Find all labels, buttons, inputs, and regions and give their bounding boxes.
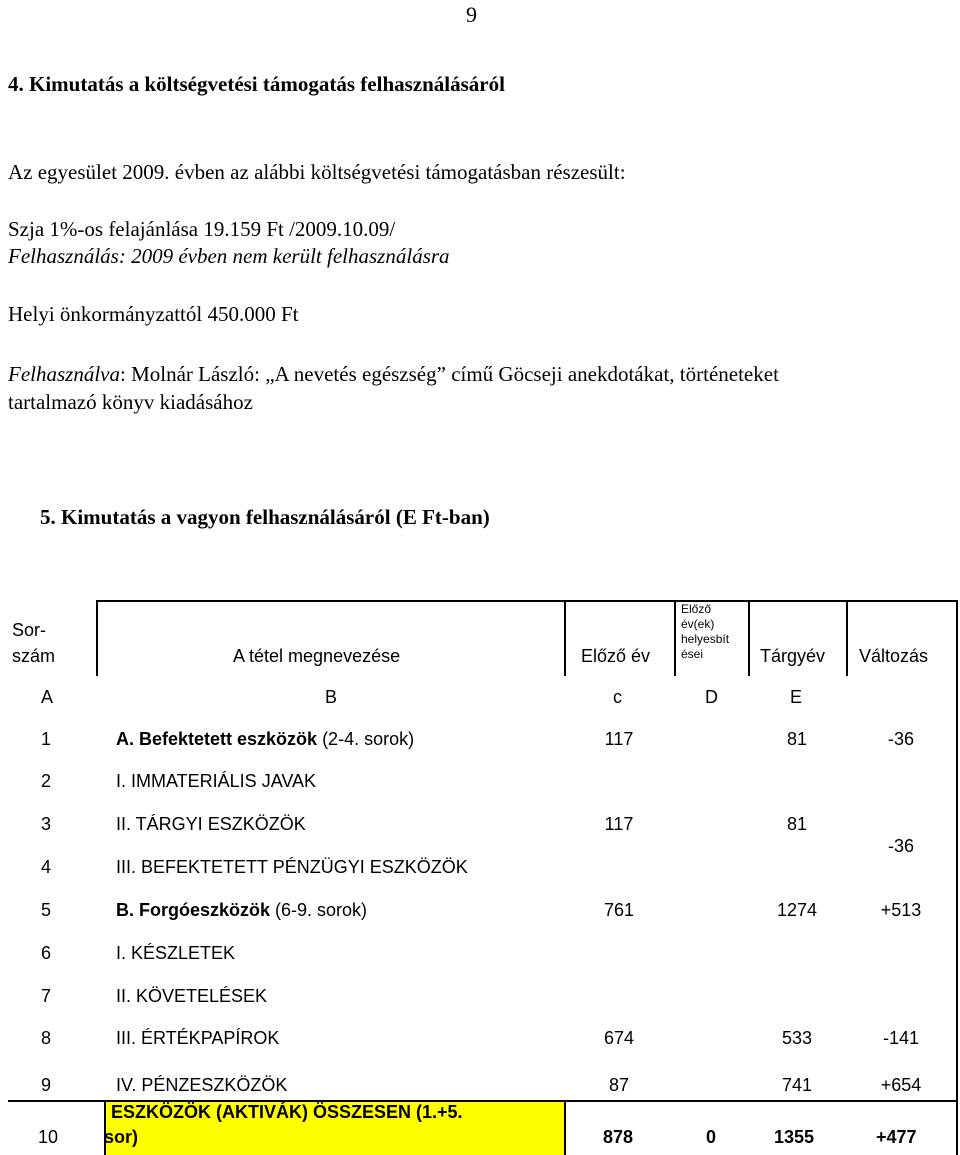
row-number: 4 xyxy=(41,857,52,877)
header-adjustments-1: Előző xyxy=(681,602,712,616)
row-number: 7 xyxy=(41,986,52,1006)
header-adjustments-4: ései xyxy=(681,647,704,661)
row-item-name-rest: III. ÉRTÉKPAPÍROK xyxy=(116,1028,280,1048)
header-adjustments-3: helyesbít xyxy=(681,632,730,646)
header-prev-year: Előző év xyxy=(581,646,651,666)
row-current-year: 81 xyxy=(786,729,808,749)
table-header-divider xyxy=(748,600,750,676)
row-item-name xyxy=(116,814,306,835)
row-item-name xyxy=(116,1028,279,1049)
row-item-name xyxy=(116,771,316,792)
table-header-divider xyxy=(564,600,566,676)
row-number: 8 xyxy=(41,1028,52,1048)
total-row-curr: 1355 xyxy=(774,1127,815,1147)
total-row-change: +477 xyxy=(876,1127,917,1147)
row-current-year: 741 xyxy=(781,1075,813,1095)
header-adjustments-2: év(ek) xyxy=(681,617,715,631)
total-row-prev: 878 xyxy=(603,1127,634,1147)
row-change: +513 xyxy=(880,900,922,920)
header-sorszam-2: szám xyxy=(12,646,56,666)
total-row-name-2: sor) xyxy=(104,1127,139,1147)
header-sorszam-1: Sor- xyxy=(12,620,47,640)
row-change: -141 xyxy=(882,1028,920,1048)
header-item-name: A tétel megnevezése xyxy=(233,646,401,666)
row-item-name xyxy=(116,900,367,921)
table-header-divider xyxy=(846,600,848,676)
row-number: 5 xyxy=(41,900,52,920)
row-item-name xyxy=(116,729,414,750)
row-item-name xyxy=(116,1075,287,1096)
row-number: 3 xyxy=(41,814,52,834)
intro-paragraph: Az egyesület 2009. évben az alábbi költségvetési támogatásban részesült: xyxy=(8,160,626,184)
usage-line-1 xyxy=(8,244,450,269)
row-item-name-rest: (2-4. sorok) xyxy=(317,729,415,749)
row-number: 2 xyxy=(41,771,52,791)
header-current-year: Tárgyév xyxy=(760,646,826,666)
total-row-adj: 0 xyxy=(706,1127,717,1147)
szja-line: Szja 1%-os felajánlása 19.159 Ft /2009.10.09/ xyxy=(8,217,396,241)
row-prev-year: 87 xyxy=(608,1075,630,1095)
row-change: -36 xyxy=(887,729,914,749)
letter-col-e: E xyxy=(790,687,803,707)
usage-label: Felhasználva xyxy=(8,362,120,386)
row-item-name-rest: II. TÁRGYI ESZKÖZÖK xyxy=(116,814,306,834)
row-number: 9 xyxy=(41,1075,52,1095)
usage-line-2-cont: tartalmazó könyv kiadásához xyxy=(8,390,253,414)
usage-text: : Molnár László: „A nevetés egészség” című Göcseji anekdotákat, történeteket xyxy=(119,362,779,386)
row-change: -36 xyxy=(887,836,914,856)
row-current-year: 533 xyxy=(781,1028,813,1048)
usage-text: : 2009 évben nem került felhasználásra xyxy=(118,244,450,268)
row-change: +654 xyxy=(880,1075,922,1095)
table-header-divider xyxy=(96,600,98,676)
row-prev-year: 117 xyxy=(604,729,634,749)
table-top-border xyxy=(96,600,958,602)
section-4-heading: 4. Kimutatás a költségvetési támogatás felhasználásáról xyxy=(8,72,505,96)
letter-col-d: D xyxy=(705,687,718,707)
row-item-name-rest: IV. PÉNZESZKÖZÖK xyxy=(116,1075,288,1095)
row-item-name xyxy=(116,986,267,1007)
table-right-border xyxy=(956,600,958,1155)
usage-label: Felhasználás xyxy=(8,244,119,268)
page-number: 9 xyxy=(466,2,477,27)
row-item-name-bold: A. Befektetett eszközök xyxy=(116,729,318,749)
row-current-year: 81 xyxy=(786,814,808,834)
asset-table xyxy=(8,600,958,1155)
usage-line-2 xyxy=(8,362,779,387)
total-row-name-1: ESZKÖZÖK (AKTIVÁK) ÖSSZESEN (1.+5. xyxy=(111,1102,463,1122)
section-5-heading: 5. Kimutatás a vagyon felhasználásáról (E Ft-ban) xyxy=(40,505,490,529)
row-prev-year: 674 xyxy=(603,1028,635,1048)
total-row-divider xyxy=(564,1100,566,1155)
header-change: Változás xyxy=(859,646,929,666)
row-item-name-rest: I. IMMATERIÁLIS JAVAK xyxy=(116,771,317,791)
row-number: 1 xyxy=(41,729,52,749)
row-current-year: 1274 xyxy=(776,900,818,920)
row-item-name xyxy=(116,857,468,878)
row-item-name-rest: I. KÉSZLETEK xyxy=(116,943,236,963)
row-prev-year: 761 xyxy=(603,900,635,920)
row-number: 6 xyxy=(41,943,52,963)
letter-col-b: B xyxy=(325,687,338,707)
row-prev-year: 117 xyxy=(604,814,634,834)
row-item-name-bold: B. Forgóeszközök xyxy=(116,900,271,920)
letter-col-c: c xyxy=(613,687,622,707)
table-header-divider xyxy=(674,600,676,676)
row-item-name-rest: (6-9. sorok) xyxy=(270,900,368,920)
local-gov-line: Helyi önkormányzattól 450.000 Ft xyxy=(8,302,299,326)
row-item-name xyxy=(116,943,235,964)
row-item-name-rest: III. BEFEKTETETT PÉNZÜGYI ESZKÖZÖK xyxy=(116,857,468,877)
row-item-name-rest: II. KÖVETELÉSEK xyxy=(116,986,268,1006)
letter-col-a: A xyxy=(41,687,54,707)
total-row-number: 10 xyxy=(38,1127,59,1147)
